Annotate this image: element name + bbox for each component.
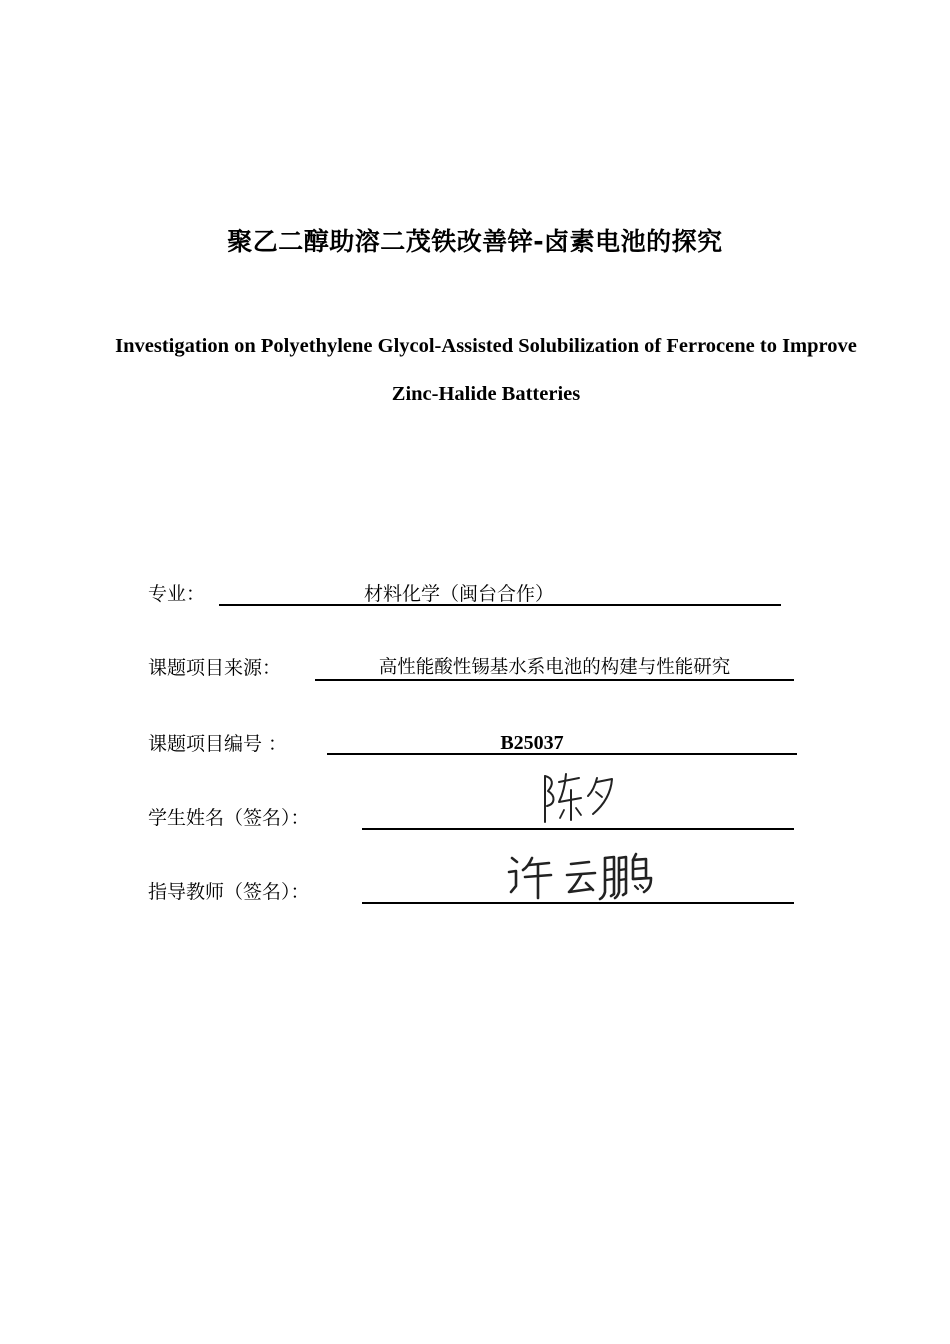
chinese-title: 聚乙二醇助溶二茂铁改善锌-卤素电池的探究 xyxy=(227,227,723,256)
advisor-label: 指导教师（签名）： xyxy=(148,881,310,903)
major-value: 材料化学（闽台合作） xyxy=(363,583,554,605)
advisor-signature xyxy=(505,848,660,906)
project-number-value: B25037 xyxy=(500,732,564,754)
student-name-label: 学生姓名（签名）： xyxy=(148,807,310,829)
student-name-underline xyxy=(362,828,794,830)
project-source-label: 课题项目来源： xyxy=(148,657,282,679)
english-title: Investigation on Polyethylene Glycol-Assisted Solubilization of Ferrocene to Improve Zinc-Halide Batteries xyxy=(115,335,857,405)
project-source-value: 高性能酸性锡基水系电池的构建与性能研究 xyxy=(378,657,731,678)
student-signature xyxy=(535,768,625,828)
major-label: 专业： xyxy=(148,583,206,605)
project-number-label: 课题项目编号 ： xyxy=(148,733,288,755)
